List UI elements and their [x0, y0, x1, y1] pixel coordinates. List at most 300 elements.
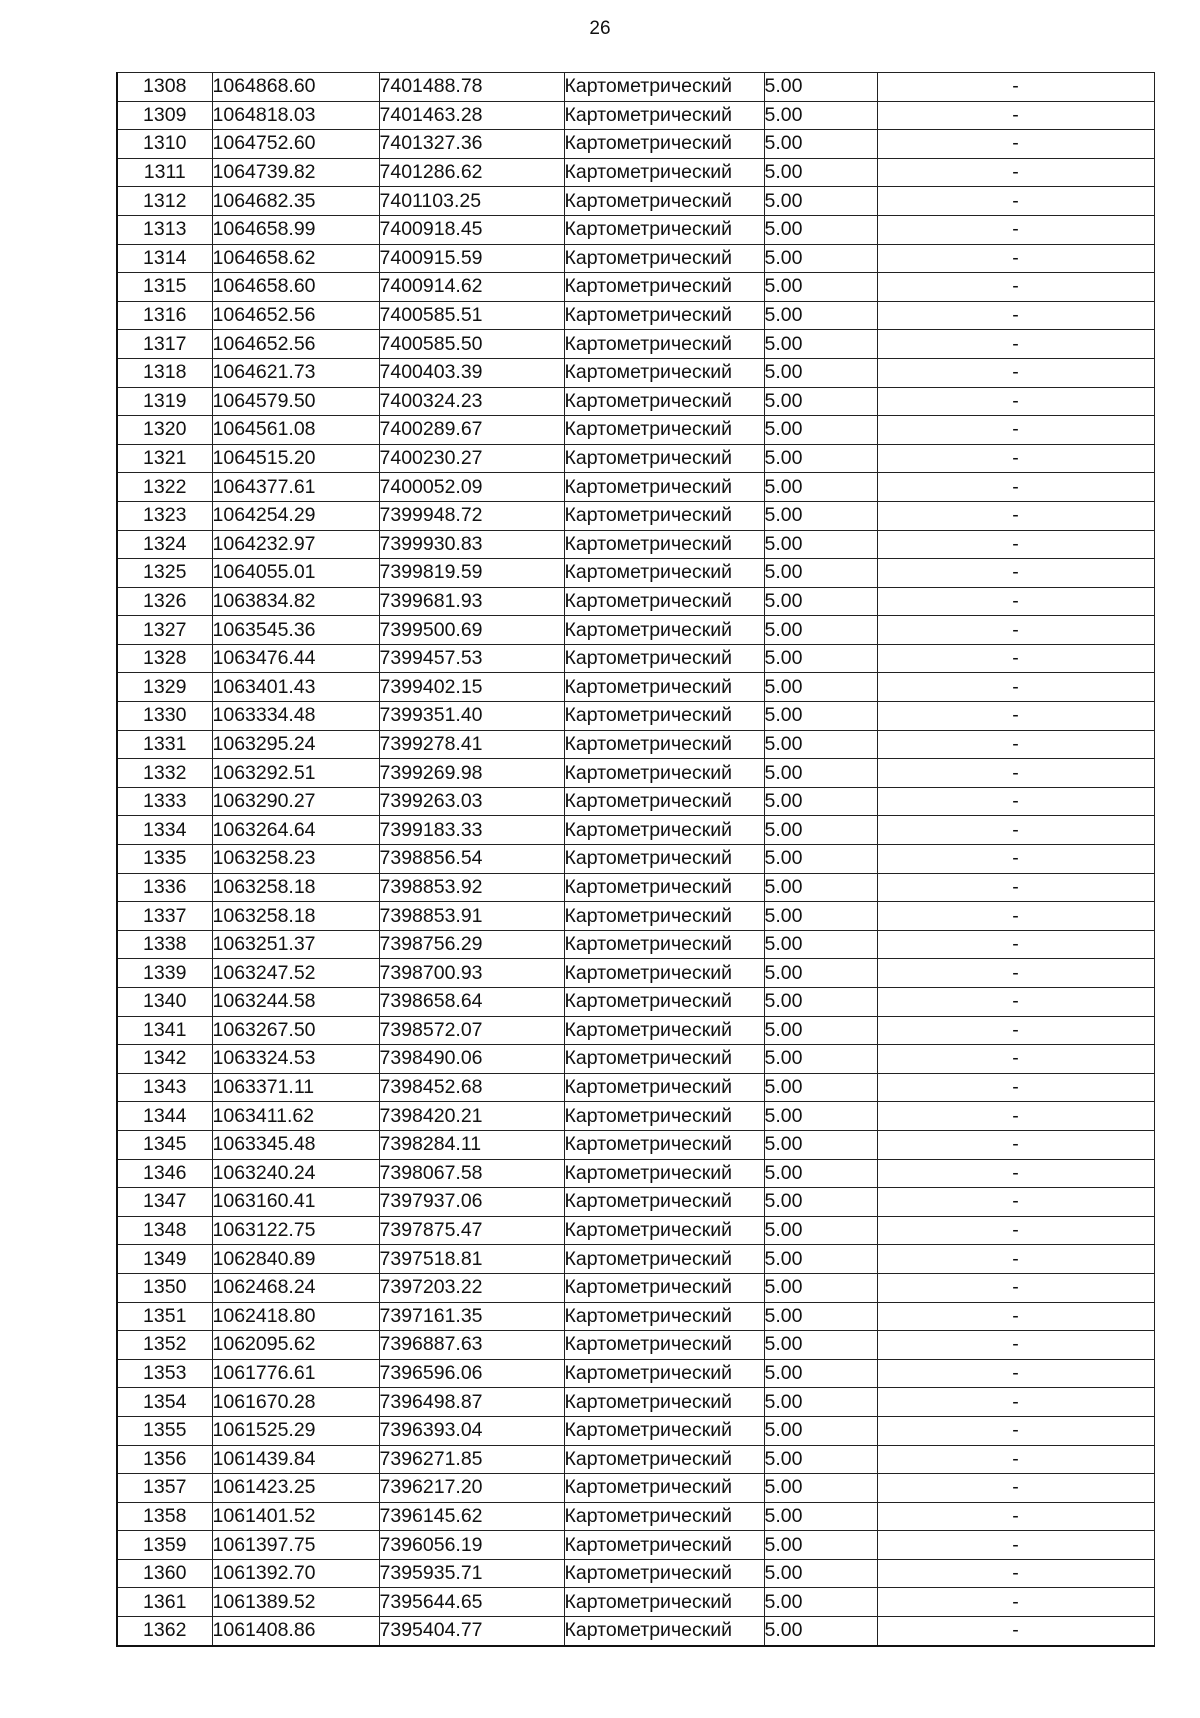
note-cell: - — [877, 559, 1154, 588]
x-coordinate-cell: 1063247.52 — [212, 959, 379, 988]
x-coordinate-cell: 1061401.52 — [212, 1502, 379, 1531]
method-cell: Картометрический — [564, 215, 764, 244]
note-cell: - — [877, 358, 1154, 387]
accuracy-cell: 5.00 — [764, 902, 877, 931]
method-cell: Картометрический — [564, 358, 764, 387]
table-row — [117, 1188, 1154, 1217]
y-coordinate-cell: 7396498.87 — [379, 1388, 564, 1417]
x-coordinate-cell: 1063160.41 — [212, 1188, 379, 1217]
note-cell: - — [877, 1388, 1154, 1417]
y-coordinate-cell: 7398067.58 — [379, 1159, 564, 1188]
accuracy-cell: 5.00 — [764, 130, 877, 159]
table-row — [117, 187, 1154, 216]
note-cell: - — [877, 845, 1154, 874]
point-number-cell: 1337 — [117, 902, 212, 931]
note-cell: - — [877, 1130, 1154, 1159]
note-cell: - — [877, 215, 1154, 244]
table-row — [117, 959, 1154, 988]
x-coordinate-cell: 1064579.50 — [212, 387, 379, 416]
y-coordinate-cell: 7400918.45 — [379, 215, 564, 244]
method-cell: Картометрический — [564, 644, 764, 673]
x-coordinate-cell: 1064682.35 — [212, 187, 379, 216]
note-cell: - — [877, 644, 1154, 673]
note-cell: - — [877, 816, 1154, 845]
note-cell: - — [877, 873, 1154, 902]
table-row — [117, 387, 1154, 416]
method-cell: Картометрический — [564, 1245, 764, 1274]
note-cell: - — [877, 587, 1154, 616]
x-coordinate-cell: 1062095.62 — [212, 1331, 379, 1360]
x-coordinate-cell: 1063345.48 — [212, 1130, 379, 1159]
y-coordinate-cell: 7399930.83 — [379, 530, 564, 559]
point-number-cell: 1358 — [117, 1502, 212, 1531]
method-cell: Картометрический — [564, 559, 764, 588]
accuracy-cell: 5.00 — [764, 1331, 877, 1360]
method-cell: Картометрический — [564, 873, 764, 902]
table-row — [117, 444, 1154, 473]
x-coordinate-cell: 1063292.51 — [212, 759, 379, 788]
table-row — [117, 644, 1154, 673]
x-coordinate-cell: 1064658.99 — [212, 215, 379, 244]
accuracy-cell: 5.00 — [764, 444, 877, 473]
y-coordinate-cell: 7400914.62 — [379, 273, 564, 302]
note-cell: - — [877, 273, 1154, 302]
y-coordinate-cell: 7395644.65 — [379, 1588, 564, 1617]
y-coordinate-cell: 7398756.29 — [379, 930, 564, 959]
table-row — [117, 1016, 1154, 1045]
x-coordinate-cell: 1062418.80 — [212, 1302, 379, 1331]
accuracy-cell: 5.00 — [764, 1617, 877, 1646]
method-cell: Картометрический — [564, 1188, 764, 1217]
accuracy-cell: 5.00 — [764, 845, 877, 874]
x-coordinate-cell: 1061389.52 — [212, 1588, 379, 1617]
method-cell: Картометрический — [564, 1073, 764, 1102]
note-cell: - — [877, 1273, 1154, 1302]
note-cell: - — [877, 1416, 1154, 1445]
method-cell: Картометрический — [564, 501, 764, 530]
y-coordinate-cell: 7400915.59 — [379, 244, 564, 273]
table-row — [117, 1445, 1154, 1474]
table-row — [117, 244, 1154, 273]
note-cell: - — [877, 1016, 1154, 1045]
note-cell: - — [877, 416, 1154, 445]
point-number-cell: 1317 — [117, 330, 212, 359]
x-coordinate-cell: 1064658.60 — [212, 273, 379, 302]
y-coordinate-cell: 7401286.62 — [379, 158, 564, 187]
method-cell: Картометрический — [564, 845, 764, 874]
note-cell: - — [877, 530, 1154, 559]
x-coordinate-cell: 1061397.75 — [212, 1531, 379, 1560]
x-coordinate-cell: 1064232.97 — [212, 530, 379, 559]
note-cell: - — [877, 387, 1154, 416]
y-coordinate-cell: 7401488.78 — [379, 73, 564, 102]
x-coordinate-cell: 1061423.25 — [212, 1474, 379, 1503]
point-number-cell: 1316 — [117, 301, 212, 330]
point-number-cell: 1332 — [117, 759, 212, 788]
method-cell: Картометрический — [564, 416, 764, 445]
x-coordinate-cell: 1063244.58 — [212, 988, 379, 1017]
method-cell: Картометрический — [564, 1302, 764, 1331]
accuracy-cell: 5.00 — [764, 702, 877, 731]
accuracy-cell: 5.00 — [764, 101, 877, 130]
note-cell: - — [877, 730, 1154, 759]
note-cell: - — [877, 1159, 1154, 1188]
point-number-cell: 1311 — [117, 158, 212, 187]
accuracy-cell: 5.00 — [764, 158, 877, 187]
y-coordinate-cell: 7395935.71 — [379, 1559, 564, 1588]
note-cell: - — [877, 244, 1154, 273]
accuracy-cell: 5.00 — [764, 1559, 877, 1588]
y-coordinate-cell: 7400585.50 — [379, 330, 564, 359]
accuracy-cell: 5.00 — [764, 930, 877, 959]
table-row — [117, 587, 1154, 616]
method-cell: Картометрический — [564, 616, 764, 645]
accuracy-cell: 5.00 — [764, 501, 877, 530]
method-cell: Картометрический — [564, 187, 764, 216]
x-coordinate-cell: 1061670.28 — [212, 1388, 379, 1417]
point-number-cell: 1357 — [117, 1474, 212, 1503]
note-cell: - — [877, 616, 1154, 645]
accuracy-cell: 5.00 — [764, 959, 877, 988]
method-cell: Картометрический — [564, 158, 764, 187]
y-coordinate-cell: 7397203.22 — [379, 1273, 564, 1302]
y-coordinate-cell: 7396393.04 — [379, 1416, 564, 1445]
point-number-cell: 1349 — [117, 1245, 212, 1274]
point-number-cell: 1329 — [117, 673, 212, 702]
x-coordinate-cell: 1063122.75 — [212, 1216, 379, 1245]
accuracy-cell: 5.00 — [764, 215, 877, 244]
note-cell: - — [877, 301, 1154, 330]
note-cell: - — [877, 1331, 1154, 1360]
method-cell: Картометрический — [564, 1359, 764, 1388]
note-cell: - — [877, 473, 1154, 502]
note-cell: - — [877, 1531, 1154, 1560]
x-coordinate-cell: 1061408.86 — [212, 1617, 379, 1646]
table-row — [117, 101, 1154, 130]
table-row — [117, 759, 1154, 788]
x-coordinate-cell: 1064254.29 — [212, 501, 379, 530]
y-coordinate-cell: 7400403.39 — [379, 358, 564, 387]
point-number-cell: 1362 — [117, 1617, 212, 1646]
table-row — [117, 673, 1154, 702]
method-cell: Картометрический — [564, 387, 764, 416]
method-cell: Картометрический — [564, 1159, 764, 1188]
accuracy-cell: 5.00 — [764, 1388, 877, 1417]
point-number-cell: 1348 — [117, 1216, 212, 1245]
x-coordinate-cell: 1064652.56 — [212, 330, 379, 359]
table-row — [117, 530, 1154, 559]
y-coordinate-cell: 7399948.72 — [379, 501, 564, 530]
x-coordinate-cell: 1061392.70 — [212, 1559, 379, 1588]
table-row — [117, 358, 1154, 387]
y-coordinate-cell: 7399457.53 — [379, 644, 564, 673]
point-number-cell: 1350 — [117, 1273, 212, 1302]
accuracy-cell: 5.00 — [764, 244, 877, 273]
x-coordinate-cell: 1063258.23 — [212, 845, 379, 874]
note-cell: - — [877, 1102, 1154, 1131]
note-cell: - — [877, 1502, 1154, 1531]
table-row — [117, 501, 1154, 530]
accuracy-cell: 5.00 — [764, 1159, 877, 1188]
table-row — [117, 1388, 1154, 1417]
y-coordinate-cell: 7399402.15 — [379, 673, 564, 702]
method-cell: Картометрический — [564, 1273, 764, 1302]
x-coordinate-cell: 1062840.89 — [212, 1245, 379, 1274]
note-cell: - — [877, 988, 1154, 1017]
method-cell: Картометрический — [564, 902, 764, 931]
method-cell: Картометрический — [564, 1130, 764, 1159]
y-coordinate-cell: 7401103.25 — [379, 187, 564, 216]
table-row — [117, 1130, 1154, 1159]
x-coordinate-cell: 1064377.61 — [212, 473, 379, 502]
x-coordinate-cell: 1061776.61 — [212, 1359, 379, 1388]
table-row — [117, 702, 1154, 731]
method-cell: Картометрический — [564, 301, 764, 330]
accuracy-cell: 5.00 — [764, 1073, 877, 1102]
table-row — [117, 1045, 1154, 1074]
accuracy-cell: 5.00 — [764, 387, 877, 416]
table-row — [117, 1331, 1154, 1360]
y-coordinate-cell: 7398572.07 — [379, 1016, 564, 1045]
point-number-cell: 1326 — [117, 587, 212, 616]
table-row — [117, 616, 1154, 645]
method-cell: Картометрический — [564, 330, 764, 359]
y-coordinate-cell: 7398856.54 — [379, 845, 564, 874]
table-row — [117, 1102, 1154, 1131]
x-coordinate-cell: 1063290.27 — [212, 787, 379, 816]
table-row — [117, 473, 1154, 502]
y-coordinate-cell: 7397937.06 — [379, 1188, 564, 1217]
method-cell: Картометрический — [564, 1617, 764, 1646]
x-coordinate-cell: 1063240.24 — [212, 1159, 379, 1188]
coordinates-table — [116, 72, 1155, 1647]
method-cell: Картометрический — [564, 959, 764, 988]
method-cell: Картометрический — [564, 1474, 764, 1503]
method-cell: Картометрический — [564, 1531, 764, 1560]
x-coordinate-cell: 1063401.43 — [212, 673, 379, 702]
y-coordinate-cell: 7399351.40 — [379, 702, 564, 731]
table-row — [117, 273, 1154, 302]
note-cell: - — [877, 1359, 1154, 1388]
x-coordinate-cell: 1061525.29 — [212, 1416, 379, 1445]
point-number-cell: 1340 — [117, 988, 212, 1017]
x-coordinate-cell: 1064561.08 — [212, 416, 379, 445]
accuracy-cell: 5.00 — [764, 559, 877, 588]
accuracy-cell: 5.00 — [764, 73, 877, 102]
y-coordinate-cell: 7399269.98 — [379, 759, 564, 788]
table-row — [117, 816, 1154, 845]
y-coordinate-cell: 7401327.36 — [379, 130, 564, 159]
y-coordinate-cell: 7398700.93 — [379, 959, 564, 988]
method-cell: Картометрический — [564, 1445, 764, 1474]
point-number-cell: 1320 — [117, 416, 212, 445]
point-number-cell: 1323 — [117, 501, 212, 530]
method-cell: Картометрический — [564, 1016, 764, 1045]
y-coordinate-cell: 7398420.21 — [379, 1102, 564, 1131]
x-coordinate-cell: 1063476.44 — [212, 644, 379, 673]
method-cell: Картометрический — [564, 101, 764, 130]
method-cell: Картометрический — [564, 702, 764, 731]
accuracy-cell: 5.00 — [764, 1531, 877, 1560]
table-row — [117, 930, 1154, 959]
y-coordinate-cell: 7395404.77 — [379, 1617, 564, 1646]
table-row — [117, 301, 1154, 330]
y-coordinate-cell: 7397875.47 — [379, 1216, 564, 1245]
y-coordinate-cell: 7400230.27 — [379, 444, 564, 473]
note-cell: - — [877, 1302, 1154, 1331]
method-cell: Картометрический — [564, 930, 764, 959]
note-cell: - — [877, 444, 1154, 473]
point-number-cell: 1327 — [117, 616, 212, 645]
point-number-cell: 1341 — [117, 1016, 212, 1045]
point-number-cell: 1325 — [117, 559, 212, 588]
y-coordinate-cell: 7398452.68 — [379, 1073, 564, 1102]
accuracy-cell: 5.00 — [764, 730, 877, 759]
x-coordinate-cell: 1064658.62 — [212, 244, 379, 273]
y-coordinate-cell: 7399263.03 — [379, 787, 564, 816]
accuracy-cell: 5.00 — [764, 416, 877, 445]
method-cell: Картометрический — [564, 1416, 764, 1445]
point-number-cell: 1339 — [117, 959, 212, 988]
table-row — [117, 1474, 1154, 1503]
table-row — [117, 130, 1154, 159]
note-cell: - — [877, 1617, 1154, 1646]
method-cell: Картометрический — [564, 73, 764, 102]
point-number-cell: 1328 — [117, 644, 212, 673]
point-number-cell: 1354 — [117, 1388, 212, 1417]
method-cell: Картометрический — [564, 444, 764, 473]
method-cell: Картометрический — [564, 473, 764, 502]
x-coordinate-cell: 1064055.01 — [212, 559, 379, 588]
accuracy-cell: 5.00 — [764, 587, 877, 616]
table-row — [117, 158, 1154, 187]
accuracy-cell: 5.00 — [764, 530, 877, 559]
note-cell: - — [877, 1045, 1154, 1074]
note-cell: - — [877, 902, 1154, 931]
accuracy-cell: 5.00 — [764, 673, 877, 702]
note-cell: - — [877, 1188, 1154, 1217]
accuracy-cell: 5.00 — [764, 873, 877, 902]
y-coordinate-cell: 7396217.20 — [379, 1474, 564, 1503]
y-coordinate-cell: 7396271.85 — [379, 1445, 564, 1474]
method-cell: Картометрический — [564, 816, 764, 845]
y-coordinate-cell: 7399819.59 — [379, 559, 564, 588]
point-number-cell: 1314 — [117, 244, 212, 273]
point-number-cell: 1331 — [117, 730, 212, 759]
note-cell: - — [877, 1245, 1154, 1274]
note-cell: - — [877, 1073, 1154, 1102]
note-cell: - — [877, 673, 1154, 702]
method-cell: Картометрический — [564, 1388, 764, 1417]
y-coordinate-cell: 7397161.35 — [379, 1302, 564, 1331]
method-cell: Картометрический — [564, 273, 764, 302]
table-row — [117, 1617, 1154, 1646]
point-number-cell: 1336 — [117, 873, 212, 902]
table-row — [117, 1073, 1154, 1102]
y-coordinate-cell: 7399278.41 — [379, 730, 564, 759]
accuracy-cell: 5.00 — [764, 1016, 877, 1045]
coordinates-table-body — [117, 73, 1154, 1646]
note-cell: - — [877, 1216, 1154, 1245]
point-number-cell: 1353 — [117, 1359, 212, 1388]
note-cell: - — [877, 501, 1154, 530]
point-number-cell: 1355 — [117, 1416, 212, 1445]
note-cell: - — [877, 959, 1154, 988]
point-number-cell: 1352 — [117, 1331, 212, 1360]
point-number-cell: 1333 — [117, 787, 212, 816]
table-row — [117, 1531, 1154, 1560]
note-cell: - — [877, 1588, 1154, 1617]
y-coordinate-cell: 7400289.67 — [379, 416, 564, 445]
accuracy-cell: 5.00 — [764, 1216, 877, 1245]
y-coordinate-cell: 7399183.33 — [379, 816, 564, 845]
y-coordinate-cell: 7400585.51 — [379, 301, 564, 330]
x-coordinate-cell: 1063258.18 — [212, 873, 379, 902]
point-number-cell: 1318 — [117, 358, 212, 387]
note-cell: - — [877, 1559, 1154, 1588]
accuracy-cell: 5.00 — [764, 988, 877, 1017]
page-number: 26 — [589, 18, 611, 39]
table-row — [117, 1216, 1154, 1245]
note-cell: - — [877, 130, 1154, 159]
x-coordinate-cell: 1063411.62 — [212, 1102, 379, 1131]
point-number-cell: 1343 — [117, 1073, 212, 1102]
accuracy-cell: 5.00 — [764, 1474, 877, 1503]
point-number-cell: 1319 — [117, 387, 212, 416]
note-cell: - — [877, 1474, 1154, 1503]
x-coordinate-cell: 1063324.53 — [212, 1045, 379, 1074]
accuracy-cell: 5.00 — [764, 1445, 877, 1474]
accuracy-cell: 5.00 — [764, 301, 877, 330]
accuracy-cell: 5.00 — [764, 616, 877, 645]
y-coordinate-cell: 7399681.93 — [379, 587, 564, 616]
y-coordinate-cell: 7398853.92 — [379, 873, 564, 902]
x-coordinate-cell: 1061439.84 — [212, 1445, 379, 1474]
table-row — [117, 330, 1154, 359]
point-number-cell: 1334 — [117, 816, 212, 845]
point-number-cell: 1359 — [117, 1531, 212, 1560]
y-coordinate-cell: 7396145.62 — [379, 1502, 564, 1531]
y-coordinate-cell: 7396596.06 — [379, 1359, 564, 1388]
accuracy-cell: 5.00 — [764, 1130, 877, 1159]
accuracy-cell: 5.00 — [764, 1588, 877, 1617]
y-coordinate-cell: 7400052.09 — [379, 473, 564, 502]
table-row — [117, 416, 1154, 445]
note-cell: - — [877, 158, 1154, 187]
method-cell: Картометрический — [564, 1588, 764, 1617]
table-row — [117, 873, 1154, 902]
method-cell: Картометрический — [564, 130, 764, 159]
x-coordinate-cell: 1063295.24 — [212, 730, 379, 759]
x-coordinate-cell: 1064652.56 — [212, 301, 379, 330]
accuracy-cell: 5.00 — [764, 1045, 877, 1074]
point-number-cell: 1322 — [117, 473, 212, 502]
method-cell: Картометрический — [564, 1102, 764, 1131]
accuracy-cell: 5.00 — [764, 1273, 877, 1302]
point-number-cell: 1335 — [117, 845, 212, 874]
point-number-cell: 1342 — [117, 1045, 212, 1074]
point-number-cell: 1313 — [117, 215, 212, 244]
point-number-cell: 1309 — [117, 101, 212, 130]
table-row — [117, 559, 1154, 588]
point-number-cell: 1330 — [117, 702, 212, 731]
method-cell: Картометрический — [564, 587, 764, 616]
x-coordinate-cell: 1063267.50 — [212, 1016, 379, 1045]
table-row — [117, 215, 1154, 244]
method-cell: Картометрический — [564, 673, 764, 702]
x-coordinate-cell: 1063264.64 — [212, 816, 379, 845]
point-number-cell: 1347 — [117, 1188, 212, 1217]
